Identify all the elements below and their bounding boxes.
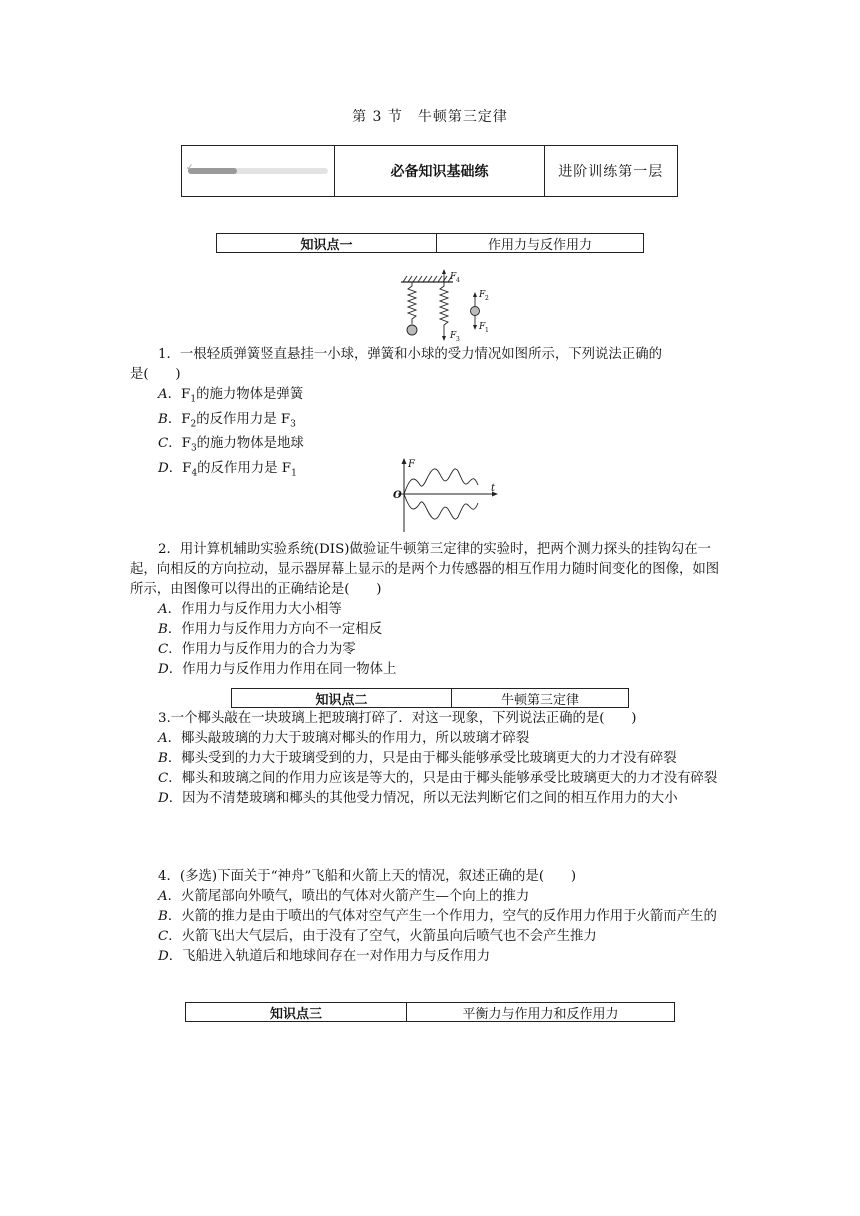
header-right-label: 进阶训练第一层 bbox=[558, 164, 664, 180]
graph-y-label: F bbox=[408, 459, 415, 470]
q1-option-c: C．$F_3$的施力物体是地球 bbox=[158, 436, 304, 455]
progress-cell bbox=[182, 146, 335, 196]
knowledge-point-2 bbox=[231, 688, 629, 708]
label-f3-sub: 3 bbox=[456, 336, 460, 343]
q4-option-d: D．飞船进入轨道后和地球间存在一对作用力与反作用力 bbox=[158, 949, 491, 964]
graph-x-label: t bbox=[491, 483, 496, 494]
graph-origin-label: O bbox=[393, 490, 402, 501]
q3-option-a: A．椰头敲玻璃的力大于玻璃对椰头的作用力，所以玻璃才碎裂 bbox=[158, 731, 530, 746]
q2-option-c: C．作用力与反作用力的合力为零 bbox=[158, 642, 356, 657]
label-f1: F bbox=[479, 322, 486, 332]
label-f2: F bbox=[479, 290, 486, 300]
label-f2-sub: 2 bbox=[485, 295, 489, 302]
q4-stem: 4．(多选)下面关于“神舟”飞船和火箭上天的情况，叙述正确的是( ) bbox=[158, 869, 577, 884]
q3-stem: 3.一个椰头敲在一块玻璃上把玻璃打碎了．对这一现象，下列说法正确的是( ) bbox=[158, 711, 637, 726]
question-3 bbox=[130, 709, 730, 809]
header-center-label: 必备知识基础练 bbox=[335, 146, 544, 196]
label-f4-sub: 4 bbox=[456, 277, 460, 284]
knowledge-point-topic: 牛顿第三定律 bbox=[500, 692, 579, 708]
label-f3: F bbox=[450, 331, 457, 341]
q2-option-a: A．作用力与反作用力大小相等 bbox=[158, 602, 342, 617]
knowledge-point-label: 知识点三 bbox=[186, 1003, 407, 1021]
question-2 bbox=[130, 540, 730, 680]
progress-bar bbox=[186, 163, 328, 174]
knowledge-point-label: 知识点二 bbox=[232, 689, 452, 707]
q4-option-b: B．火箭的推力是由于喷出的气体对空气产生一个作用力，空气的反作用力作用于火箭而产生的 bbox=[158, 909, 717, 924]
spring-ball-figure bbox=[395, 268, 505, 344]
q2-option-b: B．作用力与反作用力方向不一定相反 bbox=[158, 622, 383, 637]
label-f1-sub: 1 bbox=[485, 327, 489, 334]
q1-option-b: B．$F_2$的反作用力是 $F_3$ bbox=[158, 411, 296, 430]
knowledge-point-1 bbox=[216, 233, 644, 253]
q2-stem: 2．用计算机辅助实验系统(DIS)做验证牛顿第三定律的实验时，把两个测力探头的挂钩勾在一起，向相反的方向拉动，显示器屏幕上显示的是两个力传感器的相互作用力随时间变化的图像，如图所示，由图像可以得出的正确结论是( ) bbox=[130, 542, 720, 597]
q3-option-b: B．椰头受到的力大于玻璃受到的力，只是由于椰头能够承受比玻璃更大的力才没有碎裂 bbox=[158, 751, 677, 766]
check-icon: ✓ bbox=[186, 163, 194, 173]
q3-option-c: C．椰头和玻璃之间的作用力应该是等大的，只是由于椰头能够承受比玻璃更大的力才没有碎裂 bbox=[158, 771, 718, 786]
knowledge-point-label: 知识点一 bbox=[217, 234, 437, 252]
q1-stem: 1．一根轻质弹簧竖直悬挂一小球，弹簧和小球的受力情况如图所示，下列说法正确的 bbox=[158, 347, 662, 362]
q1-stem-cont: 是( ) bbox=[130, 367, 181, 382]
q3-option-d: D．因为不清楚玻璃和椰头的其他受力情况，所以无法判断它们之间的相互作用力的大小 bbox=[158, 791, 678, 806]
section-title: 第 3 节 牛顿第三定律 bbox=[352, 109, 508, 125]
force-time-graph bbox=[390, 457, 502, 535]
q4-option-a: A．火箭尾部向外喷气，喷出的气体对火箭产生—个向上的推力 bbox=[158, 889, 530, 904]
q2-option-d: D．作用力与反作用力作用在同一物体上 bbox=[158, 662, 397, 677]
knowledge-point-topic: 平衡力与作用力和反作用力 bbox=[462, 1006, 619, 1022]
knowledge-point-topic: 作用力与反作用力 bbox=[487, 237, 592, 253]
practice-header bbox=[181, 145, 678, 197]
label-f4: F bbox=[450, 272, 457, 282]
q4-option-c: C．火箭飞出大气层后，由于没有了空气，火箭虽向后喷气也不会产生推力 bbox=[158, 929, 597, 944]
q1-option-a: A．$F_1$的施力物体是弹簧 bbox=[158, 387, 304, 405]
knowledge-point-3 bbox=[185, 1002, 675, 1022]
q1-option-d: D．$F_4$的反作用力是 $F_1$ bbox=[158, 461, 297, 479]
question-4 bbox=[130, 867, 730, 967]
